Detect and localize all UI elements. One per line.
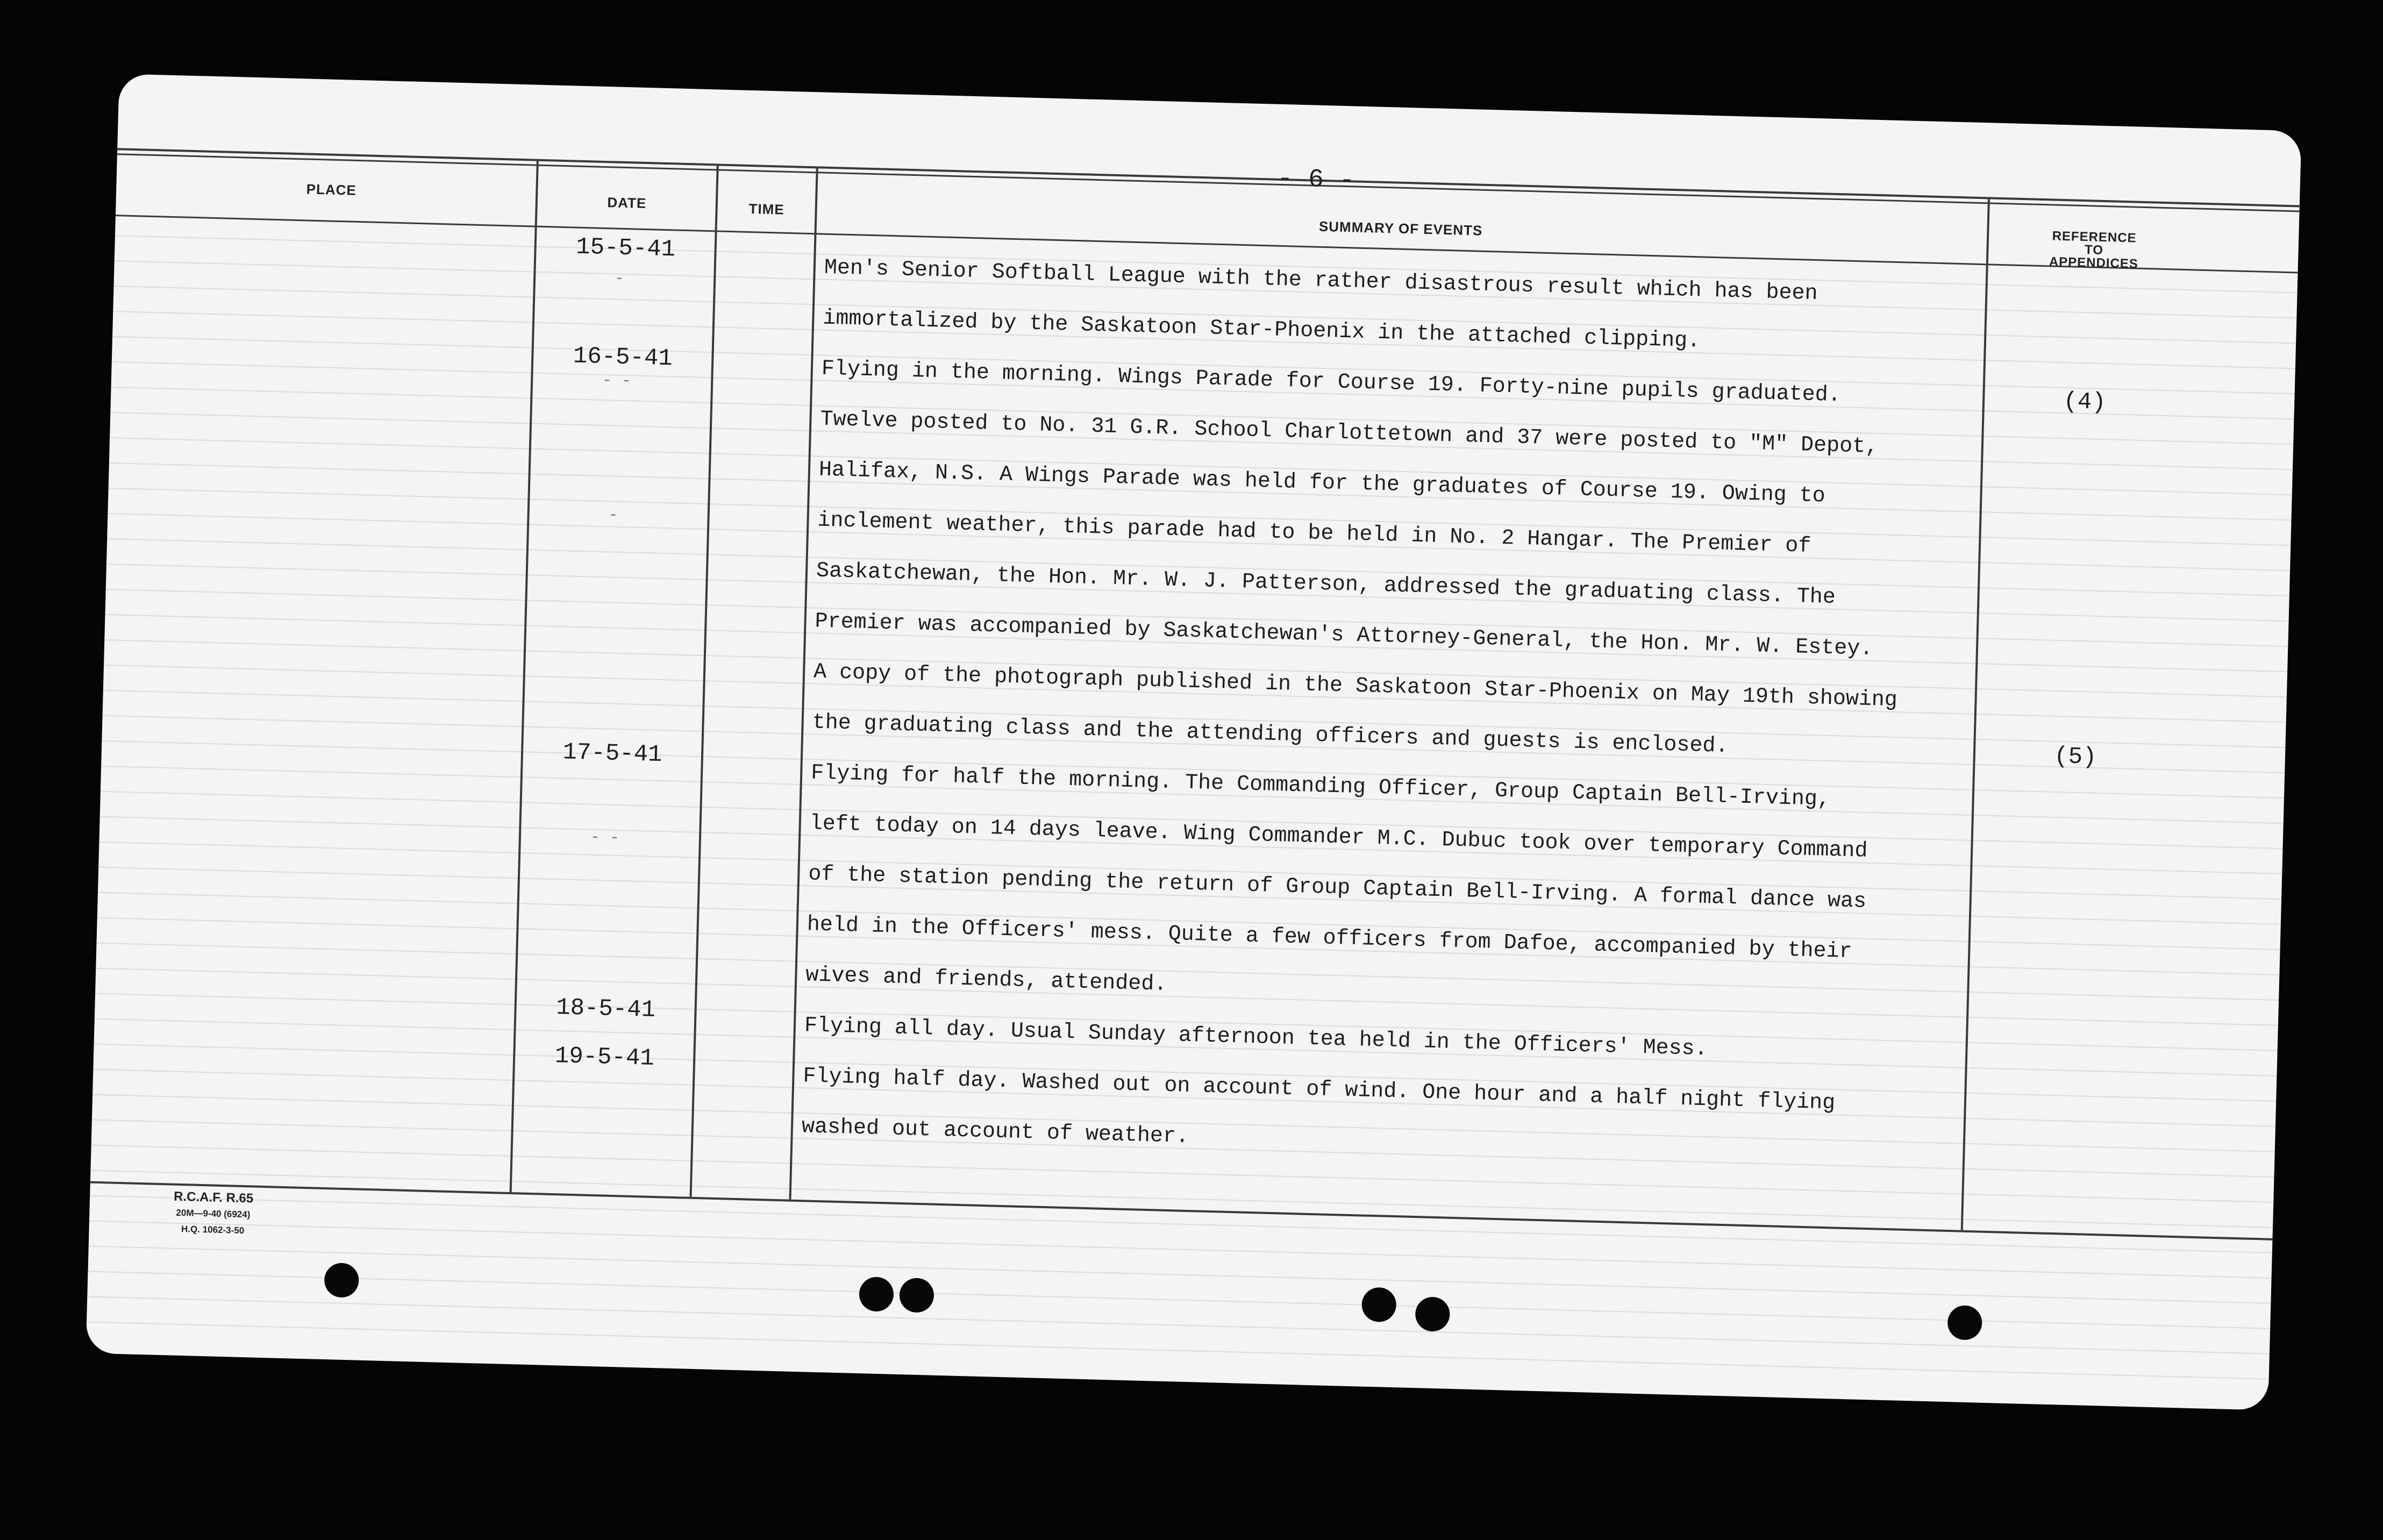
summary-line: Flying all day. Usual Sunday afternoon tea held in the Officers' Mess. [804,1014,1708,1062]
form-code-line-3: H.Q. 1062-3-50 [181,1224,245,1236]
form-code-line-1: R.C.A.F. R.65 [173,1189,254,1206]
ruled-lines [119,74,2302,131]
ruled-line [87,1321,2269,1379]
date-entry: 17-5-41 [562,739,663,769]
header-date: DATE [607,194,647,212]
punch-hole [324,1263,359,1298]
header-reference [1992,229,2197,273]
ruled-line [87,1296,2270,1354]
punch-hole [899,1278,934,1313]
date-entry: 16-5-41 [573,343,673,373]
summary-line: inclement weather, this parade had to be held in No. 2 Hangar. The Premier of [817,508,1811,559]
summary-line: wives and friends, attended. [805,963,1167,997]
date-entry: 19-5-41 [554,1043,655,1072]
dash-mark: - [614,269,625,288]
reference-appendix: (4) [2063,388,2107,417]
page-number: - 6 - [1276,164,1355,196]
summary-line: Flying for half the morning. The Commanding Officer, Group Captain Bell-Irving, [810,761,1831,812]
header-reference-line-1: REFERENCE [2052,229,2137,246]
summary-line: immortalized by the Saskatoon Star-Phoenix in the attached clipping. [822,306,1701,354]
diary-form-card [86,74,2302,1410]
date-entry: 15-5-41 [575,233,676,263]
form-bottom-rule [90,1181,2273,1240]
header-top-rule-2 [117,153,2300,212]
punch-hole [1947,1305,1982,1341]
summary-line: left today on 14 days leave. Wing Commander M.C. Dubuc took over temporary Command [809,811,1868,864]
summary-line: held in the Officers' mess. Quite a few officers from Dafoe, accompanied by their [807,912,1853,965]
form-code-line-2: 20M—9-40 (6924) [176,1207,251,1220]
header-reference-line-3: APPENDICES [2049,254,2139,272]
summary-line: Flying in the morning. Wings Parade for Course 19. Forty-nine pupils graduated. [821,357,1842,408]
header-summary: SUMMARY OF EVENTS [1318,218,1483,239]
punch-hole [1415,1296,1450,1332]
summary-line: washed out account of weather. [801,1115,1189,1150]
summary-line: A copy of the photograph published in the Saskatoon Star-Phoenix on May 19th showing [813,660,1898,713]
header-place: PLACE [306,181,357,198]
summary-of-events [801,243,1965,1182]
ruled-line [89,1221,2272,1279]
punch-hole [859,1277,894,1312]
ruled-line [89,1246,2271,1304]
summary-line: Men's Senior Softball League with the rather disastrous result which has been [824,255,1818,306]
date-entry: 18-5-41 [555,994,656,1024]
dash-mark: - - [590,828,620,848]
summary-line: Flying half day. Washed out on account of wind. One hour and a half night flying [802,1064,1836,1116]
dash-mark: - [608,506,619,525]
ruled-line [90,1195,2272,1253]
ruled-line [90,1170,2273,1228]
punch-hole [1361,1287,1397,1323]
summary-line: of the station pending the return of Group Captain Bell-Irving. A formal dance was [808,862,1867,914]
summary-line: Premier was accompanied by Saskatchewan's Attorney-General, the Hon. Mr. W. Estey. [815,609,1873,662]
ruled-line [88,1271,2270,1329]
reference-appendix: (5) [2053,743,2097,771]
summary-line: Halifax, N.S. A Wings Parade was held for the graduates of Course 19. Owing to [818,458,1826,509]
summary-line: Twelve posted to No. 31 G.R. School Charlottetown and 37 were posted to "M" Depot, [819,407,1879,460]
header-time: TIME [748,201,785,218]
summary-line: the graduating class and the attending officers and guests is enclosed. [812,710,1729,759]
dash-mark: - - [602,371,632,391]
header-reference-line-2: TO [2084,243,2104,258]
form-code [126,1187,299,1240]
summary-line: Saskatchewan, the Hon. Mr. W. J. Patterson, addressed the graduating class. The [816,559,1836,610]
